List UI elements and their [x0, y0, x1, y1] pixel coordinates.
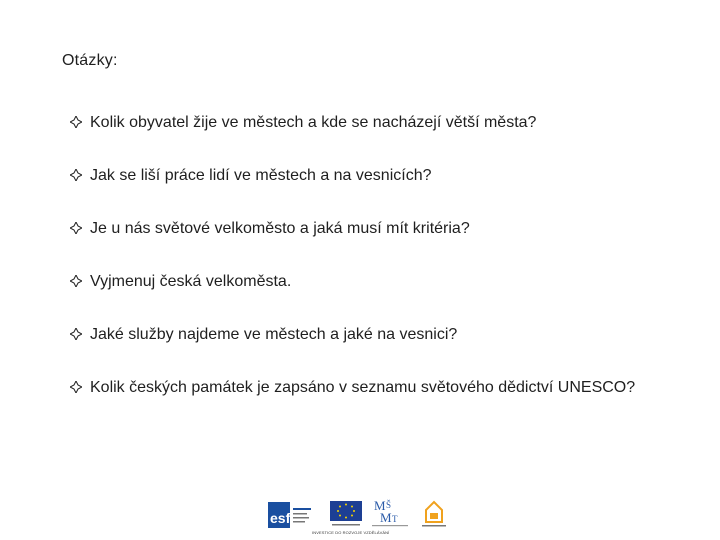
question-item: [70, 376, 670, 399]
question-item: [70, 164, 670, 187]
svg-text:M: M: [374, 498, 386, 513]
svg-text:Š: Š: [386, 500, 392, 510]
question-item: [70, 270, 670, 293]
svg-text:esf: esf: [270, 510, 291, 526]
question-item: [70, 217, 670, 240]
diamond-bullet-icon: [70, 376, 90, 393]
question-text: Kolik českých památek je zapsáno v seznamu světového dědictví UNESCO?: [90, 379, 636, 396]
question-text: Jaké služby najdeme ve městech a jaké na vesnici?: [90, 326, 458, 343]
eu-flag-icon: [328, 500, 368, 530]
diamond-bullet-icon: [70, 217, 90, 234]
question-item: [70, 111, 670, 134]
slide-heading: Otázky:: [62, 52, 118, 69]
question-text: Kolik obyvatel žije ve městech a kde se nacházejí větší města?: [90, 114, 537, 131]
question-item: [70, 323, 670, 346]
diamond-bullet-icon: [70, 270, 90, 287]
svg-text:M: M: [380, 510, 392, 525]
question-text: Jak se liší práce lidí ve městech a na vesnicích?: [90, 167, 432, 184]
question-text: Vyjmenuj česká velkoměsta.: [90, 273, 292, 290]
question-text: Je u nás světové velkoměsto a jaká musí mít kritéria?: [90, 220, 470, 237]
svg-text:T: T: [392, 514, 398, 524]
question-list: [70, 111, 670, 399]
msmt-logo-icon: [370, 496, 412, 530]
op-vk-logo-icon: [418, 498, 450, 530]
diamond-bullet-icon: [70, 111, 90, 128]
esf-logo-icon: [268, 500, 318, 530]
footer-caption: INVESTICE DO ROZVOJE VZDĚLÁVÁNÍ: [312, 530, 390, 535]
diamond-bullet-icon: [70, 323, 90, 340]
diamond-bullet-icon: [70, 164, 90, 181]
